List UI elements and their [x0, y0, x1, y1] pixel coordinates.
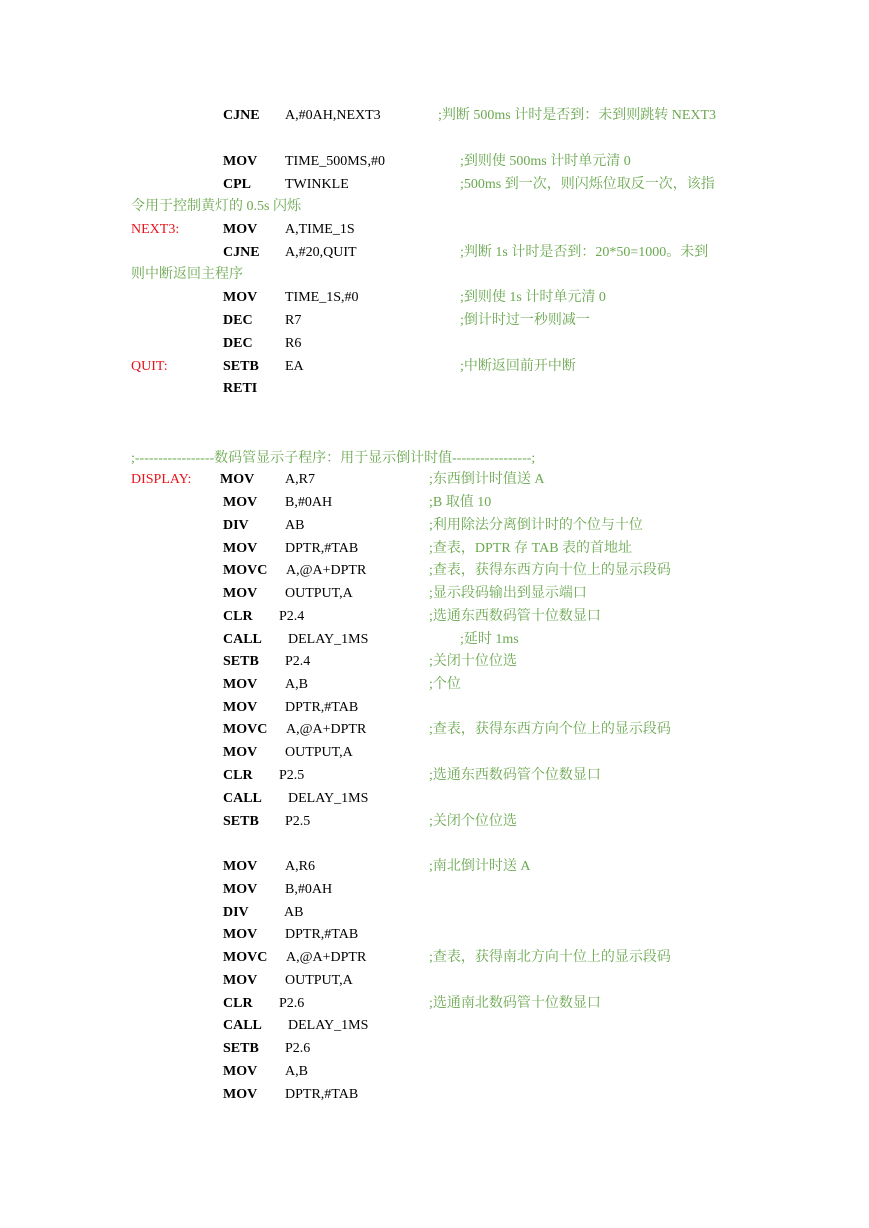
operands: P2.4	[285, 654, 311, 669]
opcode: DIV	[223, 905, 249, 920]
comment: ;选通东西数码管个位数显口	[429, 768, 601, 783]
comment: ;南北倒计时送 A	[429, 859, 531, 874]
comment: ;查表，获得东西方向十位上的显示段码	[429, 563, 671, 578]
code-label: QUIT:	[131, 359, 168, 374]
operands: OUTPUT,A	[285, 973, 353, 988]
opcode: CLR	[223, 609, 253, 624]
opcode: MOV	[223, 154, 258, 169]
operands: DELAY_1MS	[288, 1018, 369, 1033]
comment: ;中断返回前开中断	[460, 359, 576, 374]
operands: A,R7	[285, 472, 315, 487]
operands: A,B	[285, 1064, 308, 1079]
code-line	[0, 948, 869, 968]
code-line	[0, 971, 869, 991]
comment: ;查表，获得南北方向十位上的显示段码	[429, 950, 671, 965]
code-line	[0, 812, 869, 832]
opcode: DIV	[223, 518, 249, 533]
opcode: CALL	[223, 632, 262, 647]
comment-continuation: 则中断返回主程序	[131, 267, 243, 282]
comment: ;利用除法分离倒计时的个位与十位	[429, 518, 643, 533]
opcode: CPL	[223, 177, 251, 192]
code-line	[0, 334, 869, 354]
operands: A,B	[285, 677, 308, 692]
code-label: NEXT3:	[131, 222, 180, 237]
opcode: CLR	[223, 768, 253, 783]
operands: R7	[285, 313, 302, 328]
section-separator	[0, 449, 869, 469]
code-line	[0, 698, 869, 718]
code-label: DISPLAY:	[131, 472, 192, 487]
opcode: RETI	[223, 381, 258, 396]
operands: DELAY_1MS	[288, 632, 369, 647]
operands: P2.5	[279, 768, 305, 783]
operands: A,TIME_1S	[285, 222, 355, 237]
code-line	[0, 630, 869, 650]
opcode: MOV	[223, 859, 258, 874]
comment: ;选通东西数码管十位数显口	[429, 609, 601, 624]
opcode: MOV	[223, 745, 258, 760]
comment-continuation: 令用于控制黄灯的 0.5s 闪烁	[131, 199, 301, 214]
code-line	[0, 1062, 869, 1082]
comment: ;到则使 1s 计时单元清 0	[460, 290, 606, 305]
operands: OUTPUT,A	[285, 745, 353, 760]
code-line	[0, 925, 869, 945]
code-line	[0, 516, 869, 536]
operands: A,@A+DPTR	[286, 563, 367, 578]
code-line	[0, 493, 869, 513]
operands: P2.5	[285, 814, 311, 829]
opcode: MOV	[223, 541, 258, 556]
operands: DPTR,#TAB	[285, 1087, 359, 1102]
opcode: MOV	[223, 222, 258, 237]
opcode: CALL	[223, 791, 262, 806]
comment: ;判断 500ms 计时是否到：未到则跳转 NEXT3	[438, 108, 717, 123]
code-line	[0, 994, 869, 1014]
opcode: MOV	[223, 882, 258, 897]
opcode: MOV	[223, 973, 258, 988]
operands: A,@A+DPTR	[286, 950, 367, 965]
opcode: SETB	[223, 1041, 259, 1056]
operands: AB	[285, 518, 305, 533]
code-line	[0, 584, 869, 604]
comment: ;东西倒计时值送 A	[429, 472, 545, 487]
operands: R6	[285, 336, 302, 351]
comment: ;判断 1s 计时是否到：20*50=1000。未到	[460, 245, 709, 260]
opcode: MOV	[223, 1064, 258, 1079]
comment: ;查表，获得东西方向个位上的显示段码	[429, 722, 671, 737]
opcode: MOV	[223, 927, 258, 942]
opcode: MOV	[220, 472, 255, 487]
comment: ;500ms 到一次，则闪烁位取反一次，该指	[460, 177, 715, 192]
opcode: MOVC	[223, 722, 268, 737]
comment: ;关闭十位位选	[429, 654, 517, 669]
operands: A,#0AH,NEXT3	[285, 108, 381, 123]
comment: ;延时 1ms	[460, 632, 519, 647]
opcode: MOVC	[223, 563, 268, 578]
code-line	[0, 652, 869, 672]
opcode: MOV	[223, 495, 258, 510]
comment-wrap-line	[0, 265, 869, 285]
code-line	[0, 106, 869, 126]
operands: TIME_500MS,#0	[285, 154, 385, 169]
opcode: SETB	[223, 654, 259, 669]
code-line	[0, 311, 869, 331]
code-line	[0, 243, 869, 263]
code-line	[0, 675, 869, 695]
operands: P2.6	[285, 1041, 311, 1056]
opcode: MOVC	[223, 950, 268, 965]
code-line	[0, 789, 869, 809]
code-line	[0, 288, 869, 308]
operands: DPTR,#TAB	[285, 700, 359, 715]
code-line	[0, 152, 869, 172]
opcode: MOV	[223, 290, 258, 305]
code-line	[0, 1085, 869, 1105]
code-line	[0, 607, 869, 627]
code-line	[0, 561, 869, 581]
code-line	[0, 175, 869, 195]
operands: DELAY_1MS	[288, 791, 369, 806]
opcode: SETB	[223, 359, 259, 374]
operands: P2.4	[279, 609, 305, 624]
opcode: CJNE	[223, 245, 260, 260]
code-line	[0, 720, 869, 740]
operands: EA	[285, 359, 304, 374]
opcode: CJNE	[223, 108, 260, 123]
comment-wrap-line	[0, 197, 869, 217]
code-line	[0, 220, 869, 240]
code-line	[0, 1016, 869, 1036]
code-line	[0, 857, 869, 877]
operands: A,R6	[285, 859, 315, 874]
comment: ;显示段码输出到显示端口	[429, 586, 587, 601]
opcode: DEC	[223, 336, 253, 351]
comment: ;B 取值 10	[429, 495, 492, 510]
operands: B,#0AH	[285, 882, 333, 897]
opcode: MOV	[223, 700, 258, 715]
opcode: MOV	[223, 677, 258, 692]
comment: ;选通南北数码管十位数显口	[429, 996, 601, 1011]
operands: OUTPUT,A	[285, 586, 353, 601]
code-line	[0, 357, 869, 377]
operands: DPTR,#TAB	[285, 927, 359, 942]
comment: ;个位	[429, 677, 461, 692]
comment: ;查表，DPTR 存 TAB 表的首地址	[429, 541, 633, 556]
opcode: SETB	[223, 814, 259, 829]
code-line	[0, 743, 869, 763]
opcode: MOV	[223, 1087, 258, 1102]
operands: DPTR,#TAB	[285, 541, 359, 556]
operands: TWINKLE	[285, 177, 349, 192]
comment: ;到则使 500ms 计时单元清 0	[460, 154, 631, 169]
code-line	[0, 470, 869, 490]
comment: ;倒计时过一秒则减一	[460, 313, 590, 328]
code-line	[0, 379, 869, 399]
opcode: CALL	[223, 1018, 262, 1033]
operands: AB	[284, 905, 304, 920]
operands: A,#20,QUIT	[285, 245, 357, 260]
code-line	[0, 880, 869, 900]
opcode: DEC	[223, 313, 253, 328]
code-line	[0, 903, 869, 923]
code-line	[0, 539, 869, 559]
operands: P2.6	[279, 996, 305, 1011]
operands: B,#0AH	[285, 495, 333, 510]
code-line	[0, 766, 869, 786]
opcode: MOV	[223, 586, 258, 601]
separator-comment: ;-----------------数码管显示子程序：用于显示倒计时值-----------------;	[131, 451, 536, 466]
comment: ;关闭个位位选	[429, 814, 517, 829]
operands: TIME_1S,#0	[285, 290, 359, 305]
operands: A,@A+DPTR	[286, 722, 367, 737]
code-line	[0, 1039, 869, 1059]
opcode: CLR	[223, 996, 253, 1011]
